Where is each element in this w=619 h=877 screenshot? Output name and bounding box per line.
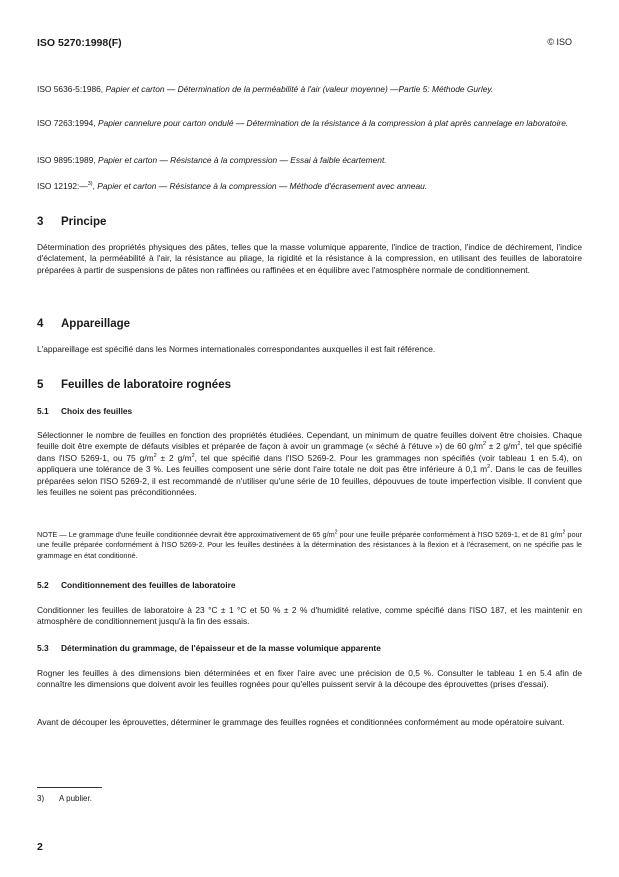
section-5-3-paragraph-1: Rogner les feuilles à des dimensions bien déterminées et en fixer l'aire avec une précision de 0,5 %. Consulter le tableau 1 en 5.4 afin de connaître les dimensions que doivent avoir les feuilles rognées pour qu'elles puissent servir à la découpe des éprouvettes (prises d'essai). <box>37 668 582 690</box>
reference-iso-7263 <box>37 118 582 130</box>
footnote <box>37 794 92 803</box>
section-5-1-heading <box>37 406 132 416</box>
section-number: 5 <box>37 379 44 391</box>
section-5-1-note: NOTE — Le grammage d'une feuille conditionnée devrait être approximativement de 65 $g/m^2$ pour une feuille préparée conformément à l'ISO 5269-1, et de 81 $g/m^2$ pour une feuille préparée conformément à l'ISO 5269-2. Pour les feuilles destinées à la détermination des résistances à la flexion et à l'écrasement, on ne spécifie pas le grammage en état conditionné. <box>37 529 582 560</box>
section-title: Feuilles de laboratoire rognées <box>61 379 231 391</box>
section-5-1-text: Sélectionner le nombre de feuilles en fonction des propriétés étudiées. Cependant, un minimum de quatre feuilles doivent être choisies. Chaque feuille doit être exempte de défauts visibles et préparée de façon à avoir un grammage (« séché à l'étuve ») de 60 $g/m^2 \pm 2$ $g/m^2$, tel que spécifié dans l'ISO 5269-1, ou 75 $g/m^2 \pm 2$ $g/m^2$, tel que spécifié dans l'ISO 5269-2. Pour les grammages non spécifiés (voir tableau 1 en 5.4), on appliquera une tolérance de 3 %. Les feuilles composent une série dont l'aire totale ne doit pas être inférieure à 0,1 $m^2$. Dans le cas de feuilles préparées selon l'ISO 5269-2, il est recommandé de n'utiliser qu'une série de 10 feuilles, dépouvues de toute imperfection visible. Il convient que les feuilles ne soient pas préconditionnées. <box>37 430 582 498</box>
footnote-divider <box>37 787 102 788</box>
reference-code: ISO 9895:1989, <box>37 155 96 165</box>
section-5-3-paragraph-2: Avant de découper les éprouvettes, déterminer le grammage des feuilles rognées et conditionnées conformément au mode opératoire suivant. <box>37 717 565 727</box>
section-5-2-text: Conditionner les feuilles de laboratoire à 23 °C ± 1 °C et 50 % ± 2 % d'humidité relative, comme spécifié dans l'ISO 187, et les maintenir en atmosphère de conditionnement jusqu'à la fin des essais. <box>37 605 582 627</box>
footnote-text: A publier. <box>59 794 92 803</box>
section-4-text: L'appareillage est spécifié dans les Normes internationales correspondantes auxquelles il est fait référence. <box>37 344 436 354</box>
reference-code: ISO 12192:— <box>37 181 88 191</box>
reference-code: ISO 5636-5:1986, <box>37 84 104 94</box>
subsection-number: 5.2 <box>37 580 49 590</box>
reference-iso-9895 <box>37 155 582 167</box>
subsection-number: 5.1 <box>37 406 49 416</box>
document-header-copyright: © ISO <box>547 37 572 47</box>
document-header-standard: ISO 5270:1998(F) <box>37 37 122 49</box>
section-5-2-heading <box>37 580 236 590</box>
reference-iso-12192 <box>37 181 582 193</box>
section-3-heading <box>37 216 106 228</box>
section-number: 4 <box>37 318 44 330</box>
footnote-marker: 3) <box>87 181 93 188</box>
reference-iso-5636-5 <box>37 84 582 96</box>
reference-separator: , <box>92 181 95 191</box>
section-4-heading <box>37 318 130 330</box>
section-number: 3 <box>37 216 44 228</box>
section-5-3-heading <box>37 643 381 653</box>
subsection-title: Conditionnement des feuilles de laboratoire <box>61 580 236 590</box>
subsection-number: 5.3 <box>37 643 49 653</box>
section-5-heading <box>37 379 231 391</box>
section-title: Principe <box>61 216 107 228</box>
section-3-text: Détermination des propriétés physiques des pâtes, telles que la masse volumique apparente, l'indice de traction, l'indice de déchirement, l'indice d'éclatement, la perméabilité à l'air, la résistance au pliage, la rigidité et la résistance à la compression, en utilisant des feuilles de laboratoire préparées à partir de suspensions de pâtes non raffinées ou raffinées et en équilibre avec l'atmosphère normale de conditionnement. <box>37 242 582 275</box>
page-number: 2 <box>37 841 43 853</box>
subsection-title: Détermination du grammage, de l'épaisseur et de la masse volumique apparente <box>61 643 381 653</box>
footnote-number: 3) <box>37 794 45 803</box>
subsection-title: Choix des feuilles <box>61 406 133 416</box>
reference-title: Papier cannelure pour carton ondulé — Détermination de la résistance à la compression à plat après cannelage en laboratoire. <box>98 118 569 128</box>
reference-title: Papier et carton — Résistance à la compression — Méthode d'écrasement avec anneau. <box>97 181 428 191</box>
section-title: Appareillage <box>61 318 131 330</box>
reference-code: ISO 7263:1994, <box>37 118 96 128</box>
reference-title: Papier et carton — Résistance à la compression — Essai à faible écartement. <box>98 155 387 165</box>
reference-title: Papier et carton — Détermination de la perméabilité à l'air (valeur moyenne) —Partie 5: Méthode Gurley. <box>105 84 494 94</box>
